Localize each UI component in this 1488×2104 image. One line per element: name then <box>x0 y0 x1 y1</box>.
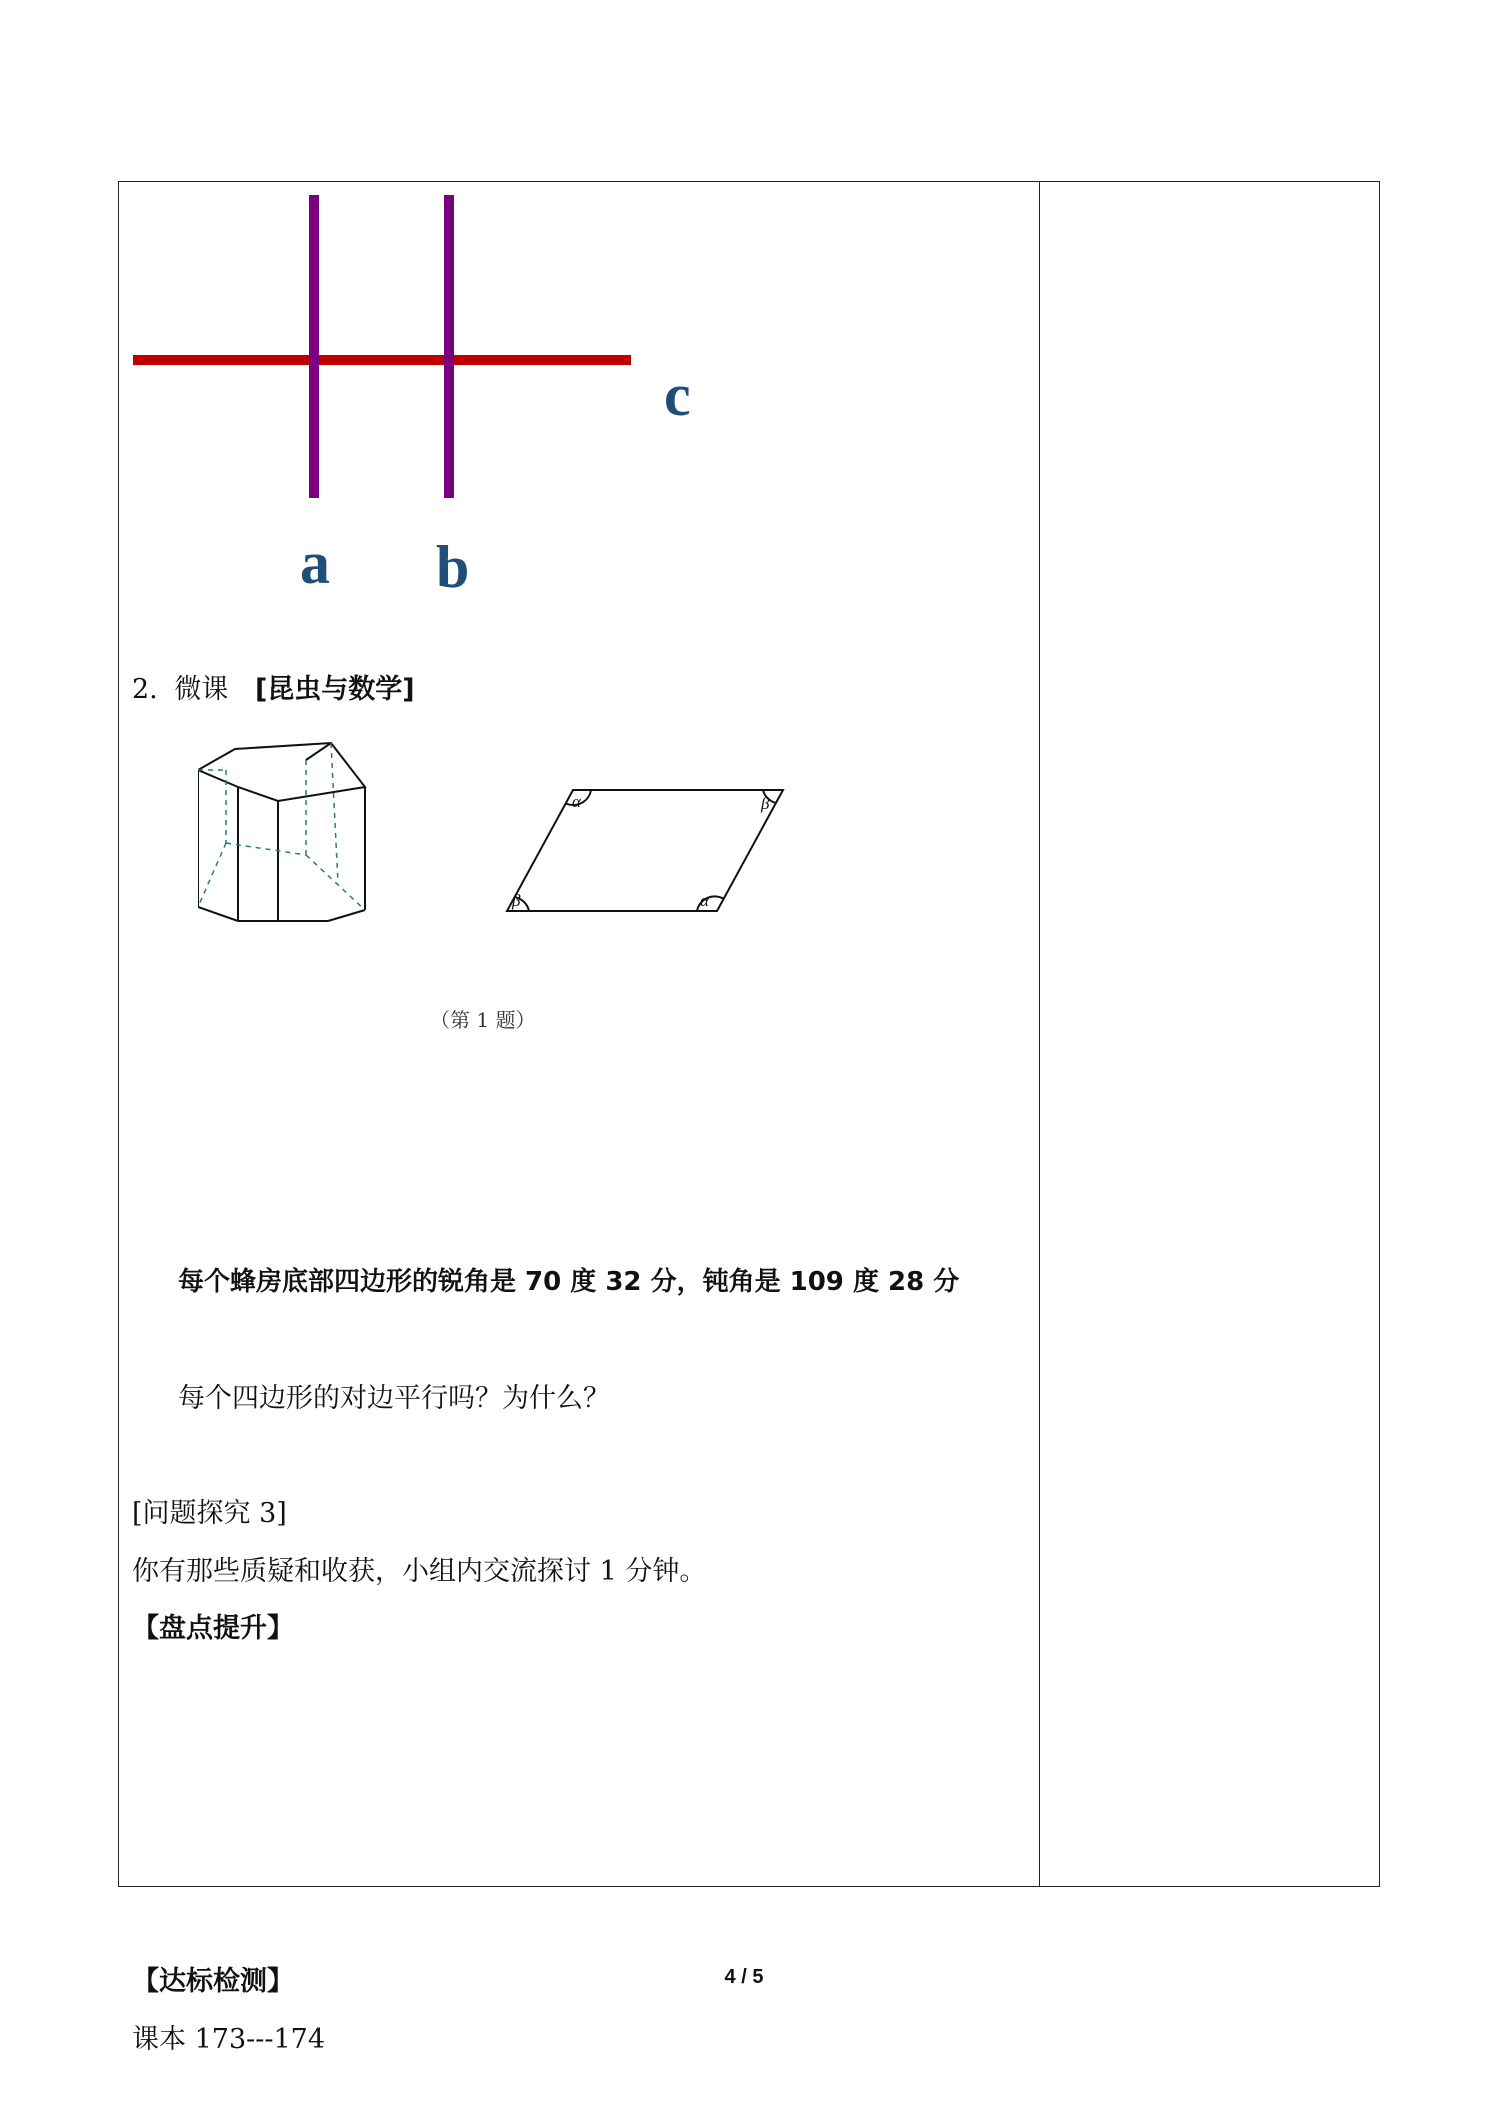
angle-beta-bottom: β <box>512 891 521 910</box>
problem-explore-text: 你有那些质疑和收获，小组内交流探讨 1 分钟。 <box>132 1556 707 1587</box>
honeycomb-figure <box>198 741 918 971</box>
page-number: 4 / 5 <box>724 1966 764 1988</box>
angle-labels <box>511 792 770 910</box>
parallel-lines-figure <box>118 181 1039 631</box>
problem-explore-title: [问题探究 3] <box>132 1498 287 1529</box>
test-heading: 【达标检测】 <box>132 1966 294 1997</box>
notes-column <box>1040 181 1380 1887</box>
angle-statement: 每个蜂房底部四边形的锐角是 70 度 32 分，钝角是 109 度 28 分 <box>178 1267 960 1297</box>
section-number: 2. <box>132 674 158 705</box>
section-title: [昆虫与数学] <box>254 674 415 705</box>
summary-heading: 【盘点提升】 <box>132 1613 294 1644</box>
line-label-b: b <box>436 534 470 600</box>
figure-caption: （第 1 题） <box>430 1008 536 1032</box>
parallel-question: 每个四边形的对边平行吗？为什么？ <box>178 1383 610 1414</box>
section-heading <box>132 667 415 706</box>
test-text: 课本 173---174 <box>132 2024 326 2055</box>
parallelogram <box>507 790 783 911</box>
angle-alpha-bottom: α <box>700 891 709 910</box>
angle-beta-top: β <box>761 794 770 813</box>
line-label-a: a <box>300 530 330 596</box>
hexagonal-prism <box>198 743 365 921</box>
section-label: 微课 <box>174 674 229 705</box>
angle-alpha-top: α <box>572 792 581 811</box>
line-label-c: c <box>664 362 691 428</box>
